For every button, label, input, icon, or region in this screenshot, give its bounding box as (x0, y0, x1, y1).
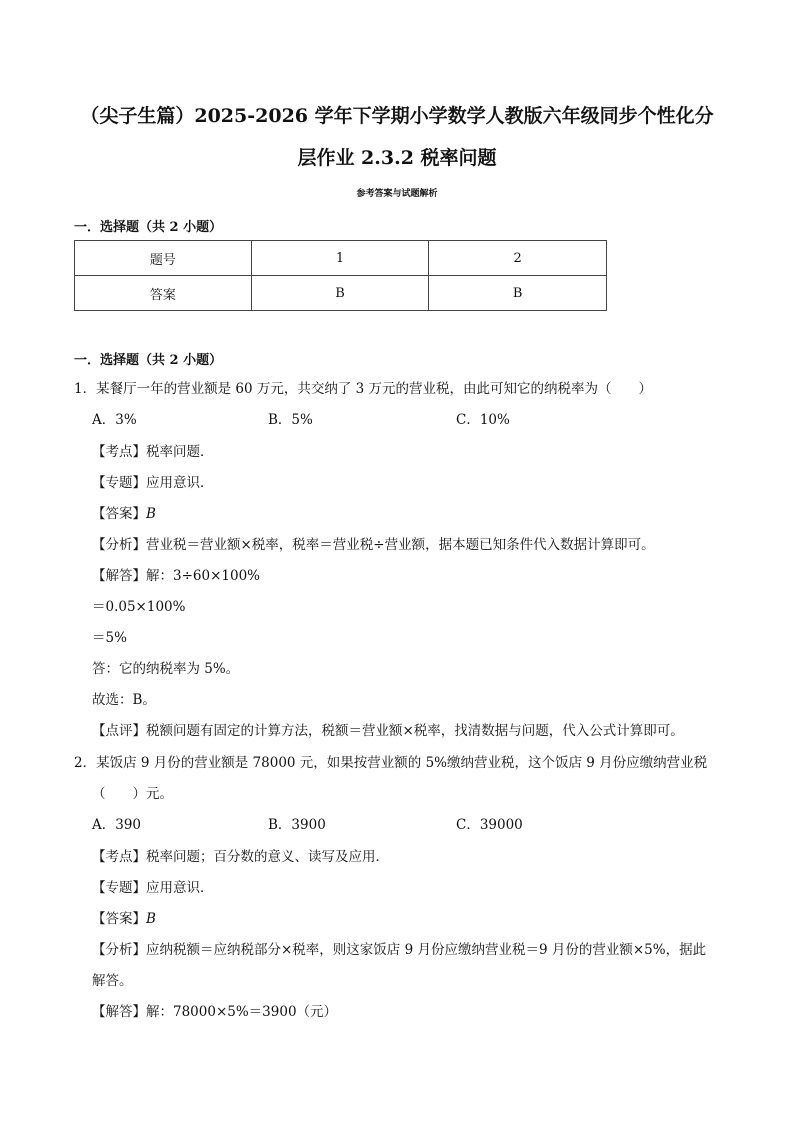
zhuanti-text: 应用意识． (146, 475, 214, 491)
table-cell: B (251, 276, 429, 311)
q1-daan (92, 504, 156, 524)
q1-step2: ＝0.05×100% (92, 599, 186, 615)
q1-fenxi (92, 535, 655, 555)
fenxi-tag: 【分析】 (92, 537, 146, 553)
kaodian-tag: 【考点】 (92, 444, 146, 460)
q2-zhuanti (92, 878, 214, 898)
section-heading-answers: 一．选择题（共 2 小题） (74, 220, 223, 235)
q1-dianping (92, 721, 684, 741)
zhuanti-text: 应用意识． (146, 880, 214, 896)
q1-answer-line: 答：它的纳税率为 5%。 (92, 661, 240, 677)
jieda-text: 解：3÷60×100% (146, 568, 260, 584)
q1-kaodian (92, 442, 214, 462)
q1-option-b: B．5% (268, 412, 313, 428)
answer-table (74, 240, 607, 311)
q2-kaodian (92, 847, 389, 867)
q2-stem-line2: （ ）元。 (92, 786, 173, 802)
zhuanti-tag: 【专题】 (92, 475, 146, 491)
dianping-tag: 【点评】 (92, 723, 146, 739)
q1-step3: ＝5% (92, 630, 127, 646)
table-cell: 题号 (75, 241, 252, 276)
dianping-text: 税额问题有固定的计算方法，税额＝营业额×税率，找清数据与问题，代入公式计算即可。 (146, 723, 684, 739)
daan-text: B (146, 506, 156, 522)
jieda-tag: 【解答】 (92, 568, 146, 584)
table-row (75, 276, 607, 311)
table-row (75, 241, 607, 276)
daan-tag: 【答案】 (92, 911, 146, 927)
document-title-line1: （尖子生篇）2025-2026 学年下学期小学数学人教版六年级同步个性化分 (80, 105, 714, 127)
q1-stem: 1．某餐厅一年的营业额是 60 万元，共交纳了 3 万元的营业税，由此可知它的纳税率为（ ） (74, 381, 653, 397)
subtitle: 参考答案与试题解析 (356, 189, 438, 199)
jieda-tag: 【解答】 (92, 1004, 146, 1020)
fenxi-text: 营业税＝营业额×税率，税率＝营业税÷营业额，据本题已知条件代入数据计算即可。 (146, 537, 655, 553)
table-cell: 答案 (75, 276, 252, 311)
fenxi-tag: 【分析】 (92, 942, 146, 958)
kaodian-tag: 【考点】 (92, 849, 146, 865)
q2-option-b: B．3900 (268, 817, 326, 833)
fenxi-text: 应纳税额＝应纳税部分×税率，则这家饭店 9 月份应缴纳营业税＝9 月份的营业额×5%，据此 (146, 942, 707, 958)
zhuanti-tag: 【专题】 (92, 880, 146, 896)
document-title-line2: 层作业 2.3.2 税率问题 (297, 147, 497, 169)
q2-option-a: A．390 (92, 817, 142, 833)
q2-daan (92, 909, 156, 929)
table-cell: 2 (429, 241, 607, 276)
q2-jieda (92, 1002, 337, 1022)
table-cell: 1 (251, 241, 429, 276)
kaodian-text: 税率问题；百分数的意义、读写及应用． (146, 849, 389, 865)
q1-choose: 故选：B。 (92, 692, 156, 708)
q1-option-a: A．3% (92, 412, 137, 428)
daan-text: B (146, 911, 156, 927)
table-cell: B (429, 276, 607, 311)
q2-stem-line1: 2．某饭店 9 月份的营业额是 78000 元，如果按营业额的 5%缴纳营业税，这个饭店 9 月份应缴纳营业税 (74, 755, 708, 771)
q1-jieda (92, 566, 260, 586)
q2-option-c: C．39000 (456, 817, 523, 833)
q2-fenxi-line2: 解答。 (92, 973, 133, 989)
jieda-text: 解：78000×5%＝3900（元） (146, 1004, 338, 1020)
q1-zhuanti (92, 473, 214, 493)
q2-fenxi-line1 (92, 940, 706, 960)
daan-tag: 【答案】 (92, 506, 146, 522)
section-heading-questions: 一．选择题（共 2 小题） (74, 353, 223, 368)
q1-option-c: C．10% (456, 412, 510, 428)
kaodian-text: 税率问题． (146, 444, 214, 460)
